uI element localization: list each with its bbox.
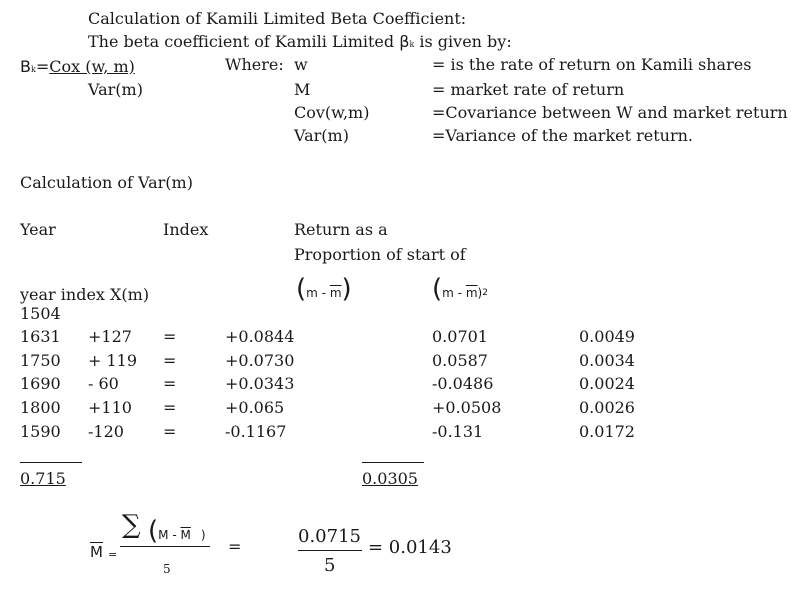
row-3-deviation: -0.0486 (432, 374, 494, 393)
sq-mbar: $\overline{m}$ (465, 286, 478, 300)
header-return-line1: Return as a (294, 220, 388, 239)
total-left-rule (20, 462, 82, 463)
header-year-index: year index X(m) (20, 285, 150, 304)
frac-denominator: 5 (324, 555, 336, 576)
def-desc-cov: =Covariance between W and market return (432, 103, 788, 122)
mean-close-paren: ) (200, 528, 206, 542)
beta-formula-lhs: B (20, 57, 31, 76)
row-1-year: 1631 (20, 327, 61, 346)
mean-eq1: = (108, 548, 118, 561)
where-label: Where: (225, 55, 284, 74)
mean-divisor: 5 (163, 562, 171, 576)
row-5-deviation: -0.131 (432, 422, 484, 441)
row-5-eq: = (163, 422, 177, 441)
row-4-change: +110 (88, 398, 132, 417)
row-3-change: - 60 (88, 374, 119, 393)
header-year: Year (20, 220, 56, 239)
mean-mbar: $\overline{M}$ (90, 543, 103, 561)
sq-exponent: 2 (482, 288, 488, 298)
total-right-rule (362, 462, 424, 463)
header-deviation (296, 276, 352, 308)
def-desc-w: = is the rate of return on Kamili shares (432, 55, 752, 74)
intro-beta-line (88, 33, 512, 54)
def-symbol-w: w (294, 55, 308, 74)
dev-close-paren: ) (341, 274, 352, 304)
dev-m: m (306, 286, 318, 300)
total-left: 0.715 (20, 469, 66, 488)
mean-result: = 0.0143 (368, 537, 452, 558)
row-3-eq: = (163, 374, 177, 393)
row-1-change: +127 (88, 327, 132, 346)
row-2-change: + 119 (88, 351, 138, 370)
beta-formula-eq: = (35, 57, 50, 76)
header-index: Index (163, 220, 209, 239)
frac-bar (298, 550, 362, 551)
beta-formula-denominator: Var(m) (88, 80, 143, 99)
beta-formula-lhs-sub: k (30, 65, 36, 74)
dev-mbar: $\overline{m}$ (329, 286, 342, 300)
base-index: 1504 (20, 304, 61, 323)
intro-beta-suffix: is given by: (414, 32, 512, 51)
row-5-change: -120 (88, 422, 124, 441)
row-4-deviation: +0.0508 (432, 398, 502, 417)
section-title: Calculation of Var(m) (20, 173, 193, 192)
beta-formula-numerator: Cox (w, m) (49, 57, 135, 76)
intro-title: Calculation of Kamili Limited Beta Coefficient: (88, 9, 467, 28)
dev-minus: - (317, 286, 330, 300)
def-symbol-var: Var(m) (294, 126, 349, 145)
row-3-squared: 0.0024 (579, 374, 635, 393)
mean-m: M (158, 528, 169, 542)
row-4-squared: 0.0026 (579, 398, 635, 417)
sq-close-paren: ) (477, 286, 483, 300)
row-1-eq: = (163, 327, 177, 346)
row-2-squared: 0.0034 (579, 351, 635, 370)
row-3-year: 1690 (20, 374, 61, 393)
header-return-line2: Proportion of start of (294, 245, 466, 264)
sigma-symbol: ∑ (122, 510, 141, 540)
beta-formula-numerator-line (20, 58, 135, 79)
row-2-deviation: 0.0587 (432, 351, 488, 370)
mean-minus: - (168, 528, 181, 542)
mean-eq2: = (228, 537, 242, 556)
sq-m: m (442, 286, 454, 300)
row-4-year: 1800 (20, 398, 61, 417)
row-5-return: -0.1167 (225, 422, 287, 441)
row-2-return: +0.0730 (225, 351, 295, 370)
dev-open-paren: ( (296, 274, 307, 304)
frac-numerator: 0.0715 (298, 526, 361, 547)
row-1-deviation: 0.0701 (432, 327, 488, 346)
row-1-squared: 0.0049 (579, 327, 635, 346)
total-right: 0.0305 (362, 469, 418, 488)
row-3-return: +0.0343 (225, 374, 295, 393)
mean-fraction-bar (120, 546, 210, 547)
header-deviation-squared (432, 276, 488, 308)
row-4-return: +0.065 (225, 398, 285, 417)
row-5-squared: 0.0172 (579, 422, 635, 441)
row-5-year: 1590 (20, 422, 61, 441)
def-desc-m: = market rate of return (432, 80, 625, 99)
row-2-year: 1750 (20, 351, 61, 370)
beta-subscript: k (409, 40, 415, 49)
beta-symbol: β (399, 32, 410, 51)
row-2-eq: = (163, 351, 177, 370)
mean-open-paren: ( (148, 516, 159, 546)
mean-sum-term (148, 518, 206, 544)
row-4-eq: = (163, 398, 177, 417)
intro-beta-prefix: The beta coefficient of Kamili Limited (88, 32, 400, 51)
def-desc-var: =Variance of the market return. (432, 126, 694, 145)
def-symbol-m: M (294, 80, 311, 99)
mean-mbar2: $\overline{M}$ (180, 528, 191, 542)
row-1-return: +0.0844 (225, 327, 295, 346)
def-symbol-cov: Cov(w,m) (294, 103, 370, 122)
sq-minus: - (453, 286, 466, 300)
sq-open-paren: ( (432, 274, 443, 304)
